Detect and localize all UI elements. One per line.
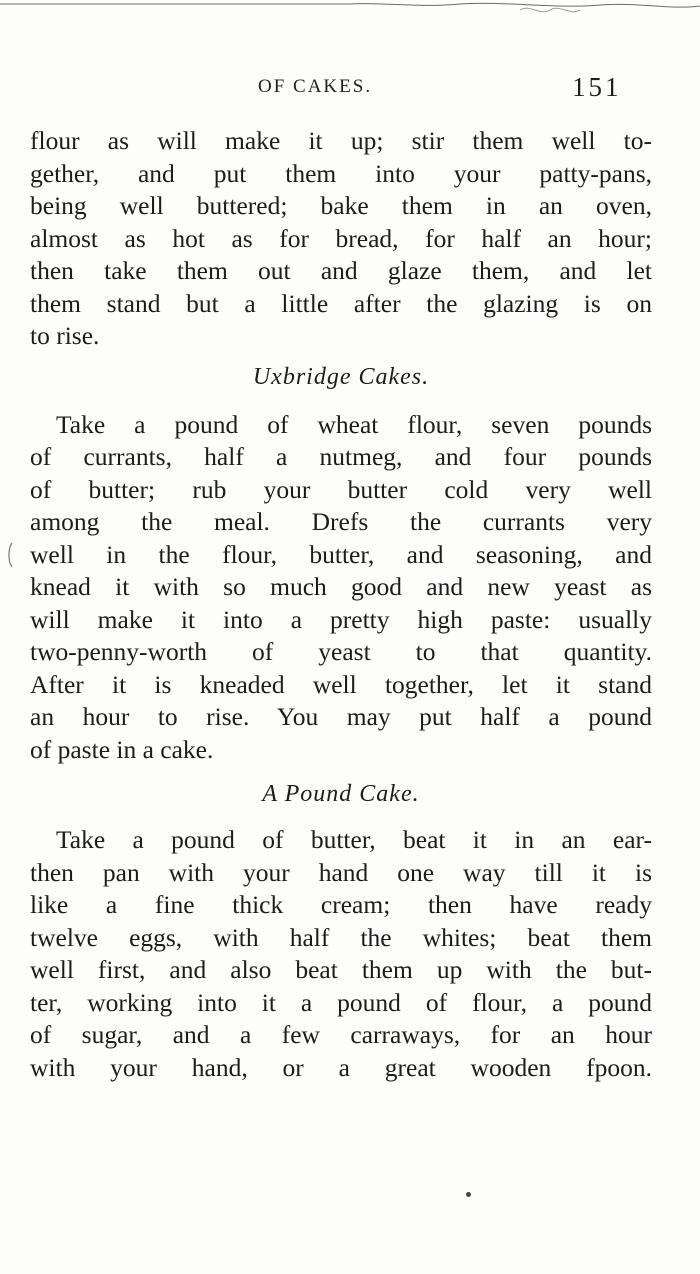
text-line: well in the flour, butter, and seasoning, and: [30, 539, 652, 569]
text-line: to rise.: [30, 321, 100, 350]
text-line: two-penny-worth of yeast to that quantity.: [30, 637, 652, 666]
text-line: well first, and also beat them up with the but-: [30, 955, 652, 984]
section-heading-pound-cake: A Pound Cake.: [262, 781, 420, 807]
margin-bracket-mark: [6, 542, 14, 568]
text-line: then pan with your hand one way till it is: [30, 857, 652, 887]
text-line: them stand but a little after the glazing is on: [30, 288, 652, 318]
text-line: being well buttered; bake them in an oven,: [30, 191, 652, 220]
text-line: among the meal. Drefs the currants very: [30, 507, 652, 536]
text-line: almost as hot as for bread, for half an hour;: [30, 223, 652, 253]
recipe-pound-cake: [30, 824, 652, 1084]
text-line: with your hand, or a great wooden fpoon.: [30, 1052, 652, 1082]
text-line: Take a pound of butter, beat it in an ear-: [56, 825, 652, 854]
text-line: ter, working into it a pound of flour, a pound: [30, 987, 652, 1017]
text-line: of currants, half a nutmeg, and four pounds: [30, 442, 652, 471]
text-line: twelve eggs, with half the whites; beat them: [30, 922, 652, 952]
page-number: 151: [572, 72, 622, 102]
text-line: will make it into a pretty high paste: usually: [30, 604, 652, 634]
text-line: Take a pound of wheat flour, seven pounds: [56, 409, 652, 439]
top-edge-ornament: [0, 0, 700, 14]
text-line: gether, and put them into your patty-pans,: [30, 158, 652, 188]
recipe-uxbridge-cakes: [30, 409, 652, 767]
text-line: an hour to rise. You may put half a pound: [30, 702, 652, 731]
section-heading-uxbridge-cakes: Uxbridge Cakes.: [252, 363, 430, 390]
text-line: knead it with so much good and new yeast as: [30, 572, 652, 601]
text-line: flour as will make it up; stir them well to-: [30, 126, 652, 155]
body-text: [30, 125, 652, 1084]
text-line: of paste in a cake.: [30, 734, 214, 764]
paragraph-continued: [30, 125, 652, 353]
text-line: After it is kneaded well together, let it stand: [30, 669, 652, 699]
text-line: of butter; rub your butter cold very well: [30, 474, 652, 504]
text-line: then take them out and glaze them, and let: [30, 256, 652, 285]
running-head: [0, 72, 700, 106]
running-head-title: OF CAKES.: [258, 76, 373, 97]
text-line: like a fine thick cream; then have ready: [30, 890, 652, 919]
text-line: of sugar, and a few carraways, for an hour: [30, 1020, 652, 1049]
paper-speck: [466, 1192, 471, 1197]
